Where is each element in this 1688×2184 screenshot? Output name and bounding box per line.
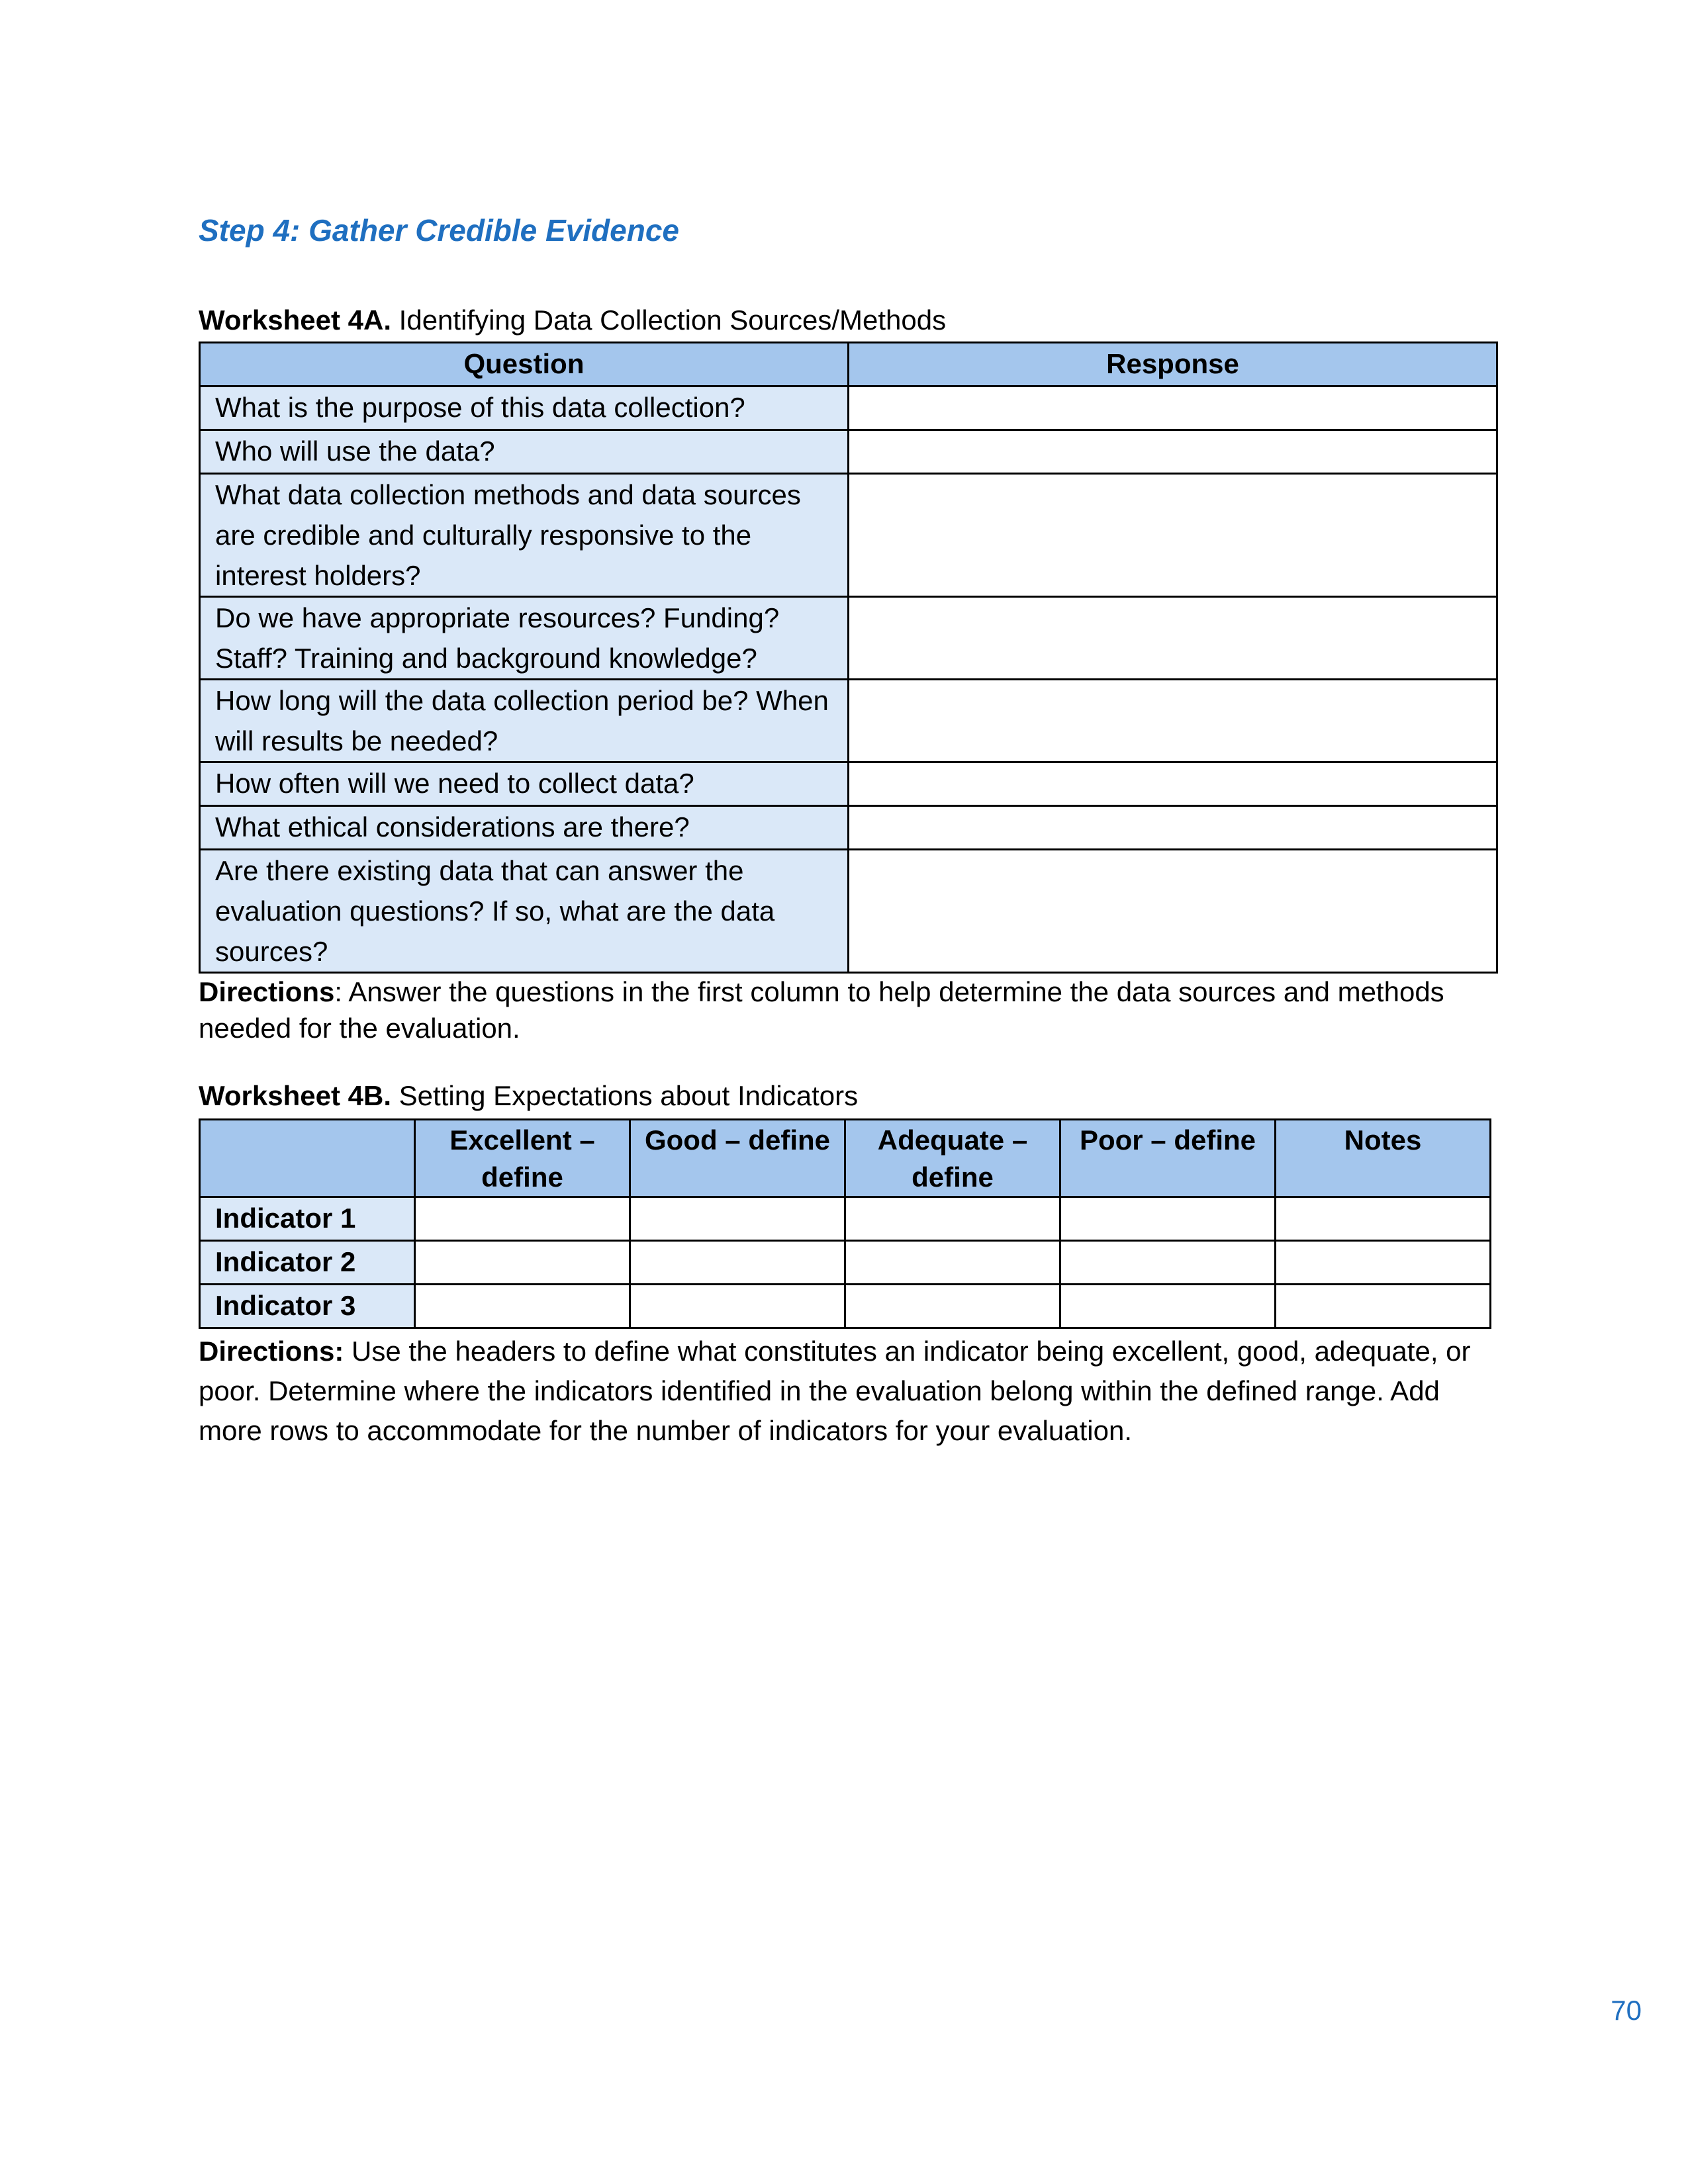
directions-label: Directions:	[199, 1336, 344, 1367]
notes-cell[interactable]	[1276, 1285, 1491, 1328]
worksheet-4a-directions	[199, 974, 1496, 1046]
response-cell[interactable]	[849, 474, 1497, 597]
section-heading: Step 4: Gather Credible Evidence	[199, 213, 680, 248]
worksheet-4a-table	[199, 341, 1498, 974]
column-header-blank	[200, 1120, 415, 1197]
good-cell[interactable]	[630, 1241, 845, 1285]
response-cell[interactable]	[849, 762, 1497, 806]
table-row	[200, 1197, 1491, 1241]
poor-cell[interactable]	[1060, 1197, 1276, 1241]
column-header-poor: Poor – define	[1060, 1120, 1276, 1197]
poor-cell[interactable]	[1060, 1285, 1276, 1328]
table-row	[200, 387, 1497, 430]
directions-text: Use the headers to define what constitutes an indicator being excellent, good, adequate, or poor. Determine where the indicators identified in the evaluation belong within the defined range. Add more rows to accommodate for the number of indicators for your evaluation.	[199, 1336, 1471, 1446]
table-header-row	[200, 343, 1497, 387]
worksheet-4a-label: Worksheet 4A.	[199, 304, 391, 336]
response-cell[interactable]	[849, 430, 1497, 474]
worksheet-4b-caption	[199, 1078, 858, 1114]
worksheet-4a-title: Identifying Data Collection Sources/Methods	[391, 304, 947, 336]
question-cell: How often will we need to collect data?	[200, 762, 849, 806]
worksheet-4a-caption	[199, 302, 946, 338]
poor-cell[interactable]	[1060, 1241, 1276, 1285]
table-row	[200, 850, 1497, 973]
page-number: 70	[1611, 1995, 1642, 2026]
question-cell: What ethical considerations are there?	[200, 806, 849, 850]
response-cell[interactable]	[849, 597, 1497, 680]
response-cell[interactable]	[849, 680, 1497, 762]
excellent-cell[interactable]	[415, 1285, 630, 1328]
column-header-good: Good – define	[630, 1120, 845, 1197]
worksheet-4b-title: Setting Expectations about Indicators	[391, 1080, 859, 1111]
table-row	[200, 762, 1497, 806]
worksheet-4b-directions	[199, 1332, 1496, 1451]
directions-text: : Answer the questions in the first column to help determine the data sources and methods needed for the evaluation.	[199, 976, 1444, 1044]
excellent-cell[interactable]	[415, 1241, 630, 1285]
good-cell[interactable]	[630, 1285, 845, 1328]
column-header-adequate: Adequate – define	[845, 1120, 1060, 1197]
column-header-notes: Notes	[1276, 1120, 1491, 1197]
table-row	[200, 1241, 1491, 1285]
table-row	[200, 680, 1497, 762]
table-row	[200, 474, 1497, 597]
response-cell[interactable]	[849, 387, 1497, 430]
table-row	[200, 597, 1497, 680]
question-cell: What is the purpose of this data collection?	[200, 387, 849, 430]
directions-label: Directions	[199, 976, 335, 1007]
good-cell[interactable]	[630, 1197, 845, 1241]
table-row	[200, 430, 1497, 474]
column-header-question: Question	[200, 343, 849, 387]
question-cell: How long will the data collection period be? When will results be needed?	[200, 680, 849, 762]
notes-cell[interactable]	[1276, 1241, 1491, 1285]
indicator-label: Indicator 3	[200, 1285, 415, 1328]
table-row	[200, 1285, 1491, 1328]
question-cell: What data collection methods and data sources are credible and culturally responsive to the interest holders?	[200, 474, 849, 597]
adequate-cell[interactable]	[845, 1197, 1060, 1241]
question-cell: Who will use the data?	[200, 430, 849, 474]
table-row	[200, 806, 1497, 850]
indicator-label: Indicator 1	[200, 1197, 415, 1241]
response-cell[interactable]	[849, 806, 1497, 850]
response-cell[interactable]	[849, 850, 1497, 973]
question-cell: Do we have appropriate resources? Funding? Staff? Training and background knowledge?	[200, 597, 849, 680]
question-cell: Are there existing data that can answer the evaluation questions? If so, what are the data sources?	[200, 850, 849, 973]
column-header-response: Response	[849, 343, 1497, 387]
excellent-cell[interactable]	[415, 1197, 630, 1241]
table-header-row	[200, 1120, 1491, 1197]
indicator-label: Indicator 2	[200, 1241, 415, 1285]
adequate-cell[interactable]	[845, 1241, 1060, 1285]
column-header-excellent: Excellent – define	[415, 1120, 630, 1197]
notes-cell[interactable]	[1276, 1197, 1491, 1241]
worksheet-4b-label: Worksheet 4B.	[199, 1080, 391, 1111]
adequate-cell[interactable]	[845, 1285, 1060, 1328]
worksheet-4b-table	[199, 1118, 1491, 1329]
